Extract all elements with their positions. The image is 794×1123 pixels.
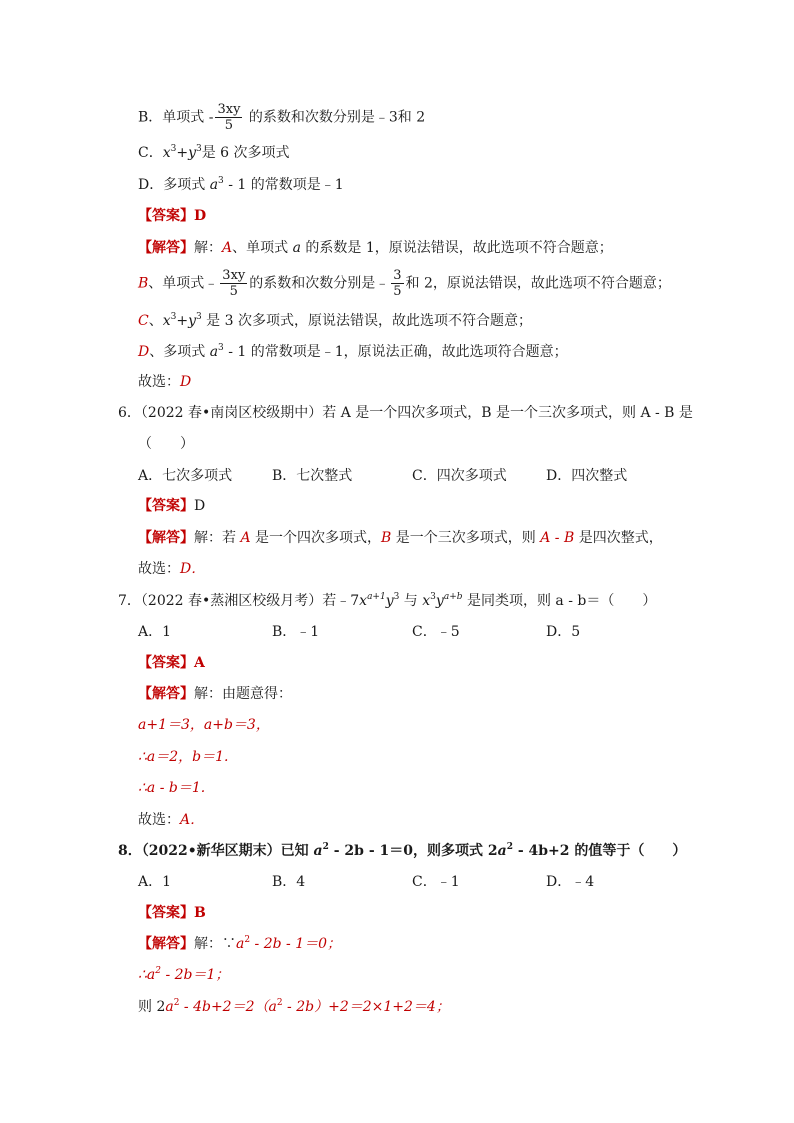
q6-answer-value: D <box>194 498 206 514</box>
q7-exp1: a+1 <box>367 592 386 602</box>
q5-option-b-denominator: 5 <box>224 118 234 133</box>
q8-stem-a2: a <box>497 843 507 859</box>
q8-answer <box>138 903 206 923</box>
q5-sol3-exp1: 3 <box>170 312 177 322</box>
q8-step2-mid: - 4b+2＝2（ <box>179 999 269 1015</box>
q5-answer-label: 【答案】 <box>138 208 194 224</box>
q8-stem <box>118 841 686 861</box>
q5-option-c-prefix: C． <box>138 145 163 161</box>
q7-exp4: a+b <box>443 592 463 602</box>
q8-step2-suffix: - 2b）+2＝2×1+2＝4； <box>282 999 450 1015</box>
q5-option-b-prefix: B．单项式 - <box>138 109 214 126</box>
q7-choose-value: A． <box>180 812 205 828</box>
q5-option-d-exp: 3 <box>218 176 224 186</box>
q7-step-3: ∴a - b＝1. <box>138 780 206 796</box>
q5-option-d-a: a <box>209 177 219 193</box>
q8-sol-suffix: - 2b - 1＝0； <box>250 936 342 952</box>
q5-option-c-x: x <box>162 145 171 161</box>
q5-option-d <box>138 175 344 195</box>
q5-answer <box>138 206 206 226</box>
q5-sol3-option: C <box>138 313 149 329</box>
q7-answer <box>138 653 205 673</box>
q6-stem-line-1: 6．（2022 春•南岗区校级期中）若 A 是一个四次多项式，B 是一个三次多项式，则 A - B 是 <box>118 405 693 421</box>
q8-step2-prefix: 则 2 <box>138 999 166 1015</box>
q5-sol2-fraction-1 <box>220 268 247 299</box>
q6-option-a: A．七次多项式 <box>138 468 233 484</box>
q6-choose <box>138 559 205 579</box>
q5-sol2-fraction-2 <box>391 268 403 299</box>
q7-answer-value: A <box>194 655 205 671</box>
q7-step-2: ∴a＝2，b＝1. <box>138 749 229 765</box>
q8-sol-exp: 2 <box>244 935 251 945</box>
q6-solution-label: 【解答】 <box>138 530 194 546</box>
q7-y2: y <box>435 593 444 609</box>
q5-sol4-text-b: - 1 的常数项是﹣1，原说法正确，故此选项符合题意； <box>223 344 568 360</box>
q5-sol3-sep: 、 <box>148 313 163 329</box>
q5-sol2-den2: 5 <box>393 284 402 299</box>
q7-stem-mid: 与 <box>399 593 423 609</box>
q5-sol4-exp: 3 <box>218 343 224 353</box>
q5-sol3-x: x <box>162 313 171 329</box>
q6-solution <box>138 528 663 548</box>
q7-exp2: 3 <box>393 592 400 602</box>
q7-option-b: B．﹣1 <box>272 624 320 640</box>
q6-sol-text-1: 解：若 <box>194 530 241 546</box>
q8-stem-prefix: 8．（2022•新华区期末）已知 <box>118 843 314 859</box>
q5-sol2-num1: 3xy <box>222 268 246 283</box>
q8-answer-value: B <box>194 905 206 921</box>
q6-answer-label: 【答案】 <box>138 498 194 514</box>
q8-sol-prefix: 解：∵ <box>194 936 236 952</box>
q5-option-d-text: - 1 的常数项是﹣1 <box>223 177 344 193</box>
q5-option-b <box>138 102 425 133</box>
q6-option-b: B．七次整式 <box>272 468 353 484</box>
q8-stem-exp2: 2 <box>506 842 513 852</box>
q6-choose-label: 故选： <box>138 561 180 577</box>
q8-step1-exp: 2 <box>155 966 162 976</box>
q5-option-c-exp2: 3 <box>196 144 202 154</box>
q8-step-1 <box>138 965 229 985</box>
q8-option-b: B．4 <box>272 874 306 890</box>
q8-step2-exp: 2 <box>173 998 180 1008</box>
q7-stem-prefix: 7．（2022 春•蒸湘区校级月考）若﹣7 <box>118 593 360 609</box>
q5-sol2-den1: 5 <box>229 284 238 299</box>
q5-sol1-intro: 解： <box>194 240 222 256</box>
q8-solution-label: 【解答】 <box>138 936 194 952</box>
q5-sol3-text: 是 3 次多项式，原说法错误，故此选项不符合题意； <box>201 313 532 329</box>
q8-option-a: A．1 <box>138 874 172 890</box>
q5-sol2-text-c: 和 2，原说法错误，故此选项不符合题意； <box>405 275 671 292</box>
q8-step2-a2: a <box>268 999 277 1015</box>
q5-sol1-option: A <box>222 240 233 256</box>
q6-option-d: D．四次整式 <box>546 468 628 484</box>
q5-sol4-option: D <box>138 344 150 360</box>
q8-sol-a: a <box>236 936 245 952</box>
q5-choose <box>138 372 191 392</box>
q7-solution-label: 【解答】 <box>138 686 194 702</box>
q8-step2-a: a <box>165 999 174 1015</box>
q6-sol-text-4: 是四次整式， <box>574 530 663 546</box>
q6-sol-var-a: A <box>240 530 251 546</box>
q7-stem <box>118 591 656 611</box>
q6-option-c: C．四次多项式 <box>412 468 507 484</box>
q8-answer-label: 【答案】 <box>138 905 194 921</box>
q7-answer-label: 【答案】 <box>138 655 194 671</box>
q8-step2-exp2: 2 <box>276 998 283 1008</box>
q7-option-d: D．5 <box>546 624 581 640</box>
q5-choose-label: 故选： <box>138 374 180 390</box>
q7-solution-text: 解：由题意得： <box>194 686 292 702</box>
q5-solution-line-4 <box>138 342 568 362</box>
q8-option-c: C．﹣1 <box>412 874 460 890</box>
q8-step-2 <box>138 997 450 1017</box>
q8-solution <box>138 934 341 954</box>
q5-solution-line-1 <box>138 238 613 258</box>
q5-option-b-text: 的系数和次数分别是﹣3和 2 <box>244 109 426 126</box>
q5-sol2-option: B <box>138 275 149 292</box>
q5-option-c <box>138 143 290 163</box>
q7-y1: y <box>385 593 394 609</box>
q8-stem-exp1: 2 <box>322 842 329 852</box>
q5-option-c-plus-y: +y <box>176 145 196 161</box>
q7-option-a: A．1 <box>138 624 172 640</box>
q7-x2: x <box>422 593 431 609</box>
q6-sol-text-2: 是一个四次多项式， <box>250 530 382 546</box>
q8-step1-suffix: - 2b＝1； <box>161 967 230 983</box>
q5-answer-value: D <box>194 208 207 224</box>
q8-stem-a: a <box>313 843 323 859</box>
q5-option-d-prefix: D．多项式 <box>138 177 210 193</box>
q8-stem-mid: - 2b - 1＝0，则多项式 2 <box>328 843 498 859</box>
q6-sol-var-b: B <box>381 530 392 546</box>
q7-step-1: a+1＝3，a+b＝3， <box>138 717 270 733</box>
q8-stem-suffix: - 4b+2 的值等于（ ） <box>512 843 687 859</box>
q7-choose <box>138 810 204 830</box>
q5-sol4-text-a: 、多项式 <box>149 344 210 360</box>
q7-x1: x <box>359 593 368 609</box>
q8-step1-prefix: ∴ <box>138 967 147 983</box>
q7-solution <box>138 684 292 704</box>
q5-solution-line-2 <box>138 268 671 299</box>
q5-option-b-fraction <box>215 102 242 133</box>
q7-exp3: 3 <box>430 592 436 602</box>
q5-sol1-text-a: 、单项式 <box>232 240 293 256</box>
q5-option-c-text: 是 6 次多项式 <box>201 145 290 161</box>
q5-sol3-plus-y: +y <box>176 313 196 329</box>
q7-option-c: C．﹣5 <box>412 624 460 640</box>
q8-step1-a: a <box>146 967 156 983</box>
q5-solution-label: 【解答】 <box>138 240 194 256</box>
q7-choose-label: 故选： <box>138 812 180 828</box>
q7-stem-suffix: 是同类项，则 a - b＝（ ） <box>462 593 657 609</box>
q6-choose-value: D． <box>180 561 206 577</box>
q6-stem-line-2: （ ） <box>138 436 194 452</box>
q5-sol2-text-b: 的系数和次数分别是﹣ <box>249 275 390 292</box>
q5-sol4-var: a <box>209 344 219 360</box>
q5-choose-value: D <box>180 374 192 390</box>
q6-sol-text-3: 是一个三次多项式，则 <box>391 530 541 546</box>
q8-option-d: D．﹣4 <box>546 874 595 890</box>
q5-sol3-exp2: 3 <box>196 312 202 322</box>
q5-solution-line-3 <box>138 311 532 331</box>
q5-option-c-exp1: 3 <box>170 144 177 154</box>
q5-sol2-text-a: 、单项式﹣ <box>148 275 219 292</box>
q6-answer <box>138 496 205 516</box>
q5-sol1-text-b: 的系数是 1，原说法错误，故此选项不符合题意； <box>300 240 613 256</box>
q6-sol-expr: A - B <box>540 530 575 546</box>
q5-sol2-num2: 3 <box>393 268 402 283</box>
q5-sol1-var: a <box>292 240 301 256</box>
q5-option-b-numerator: 3xy <box>217 102 241 117</box>
